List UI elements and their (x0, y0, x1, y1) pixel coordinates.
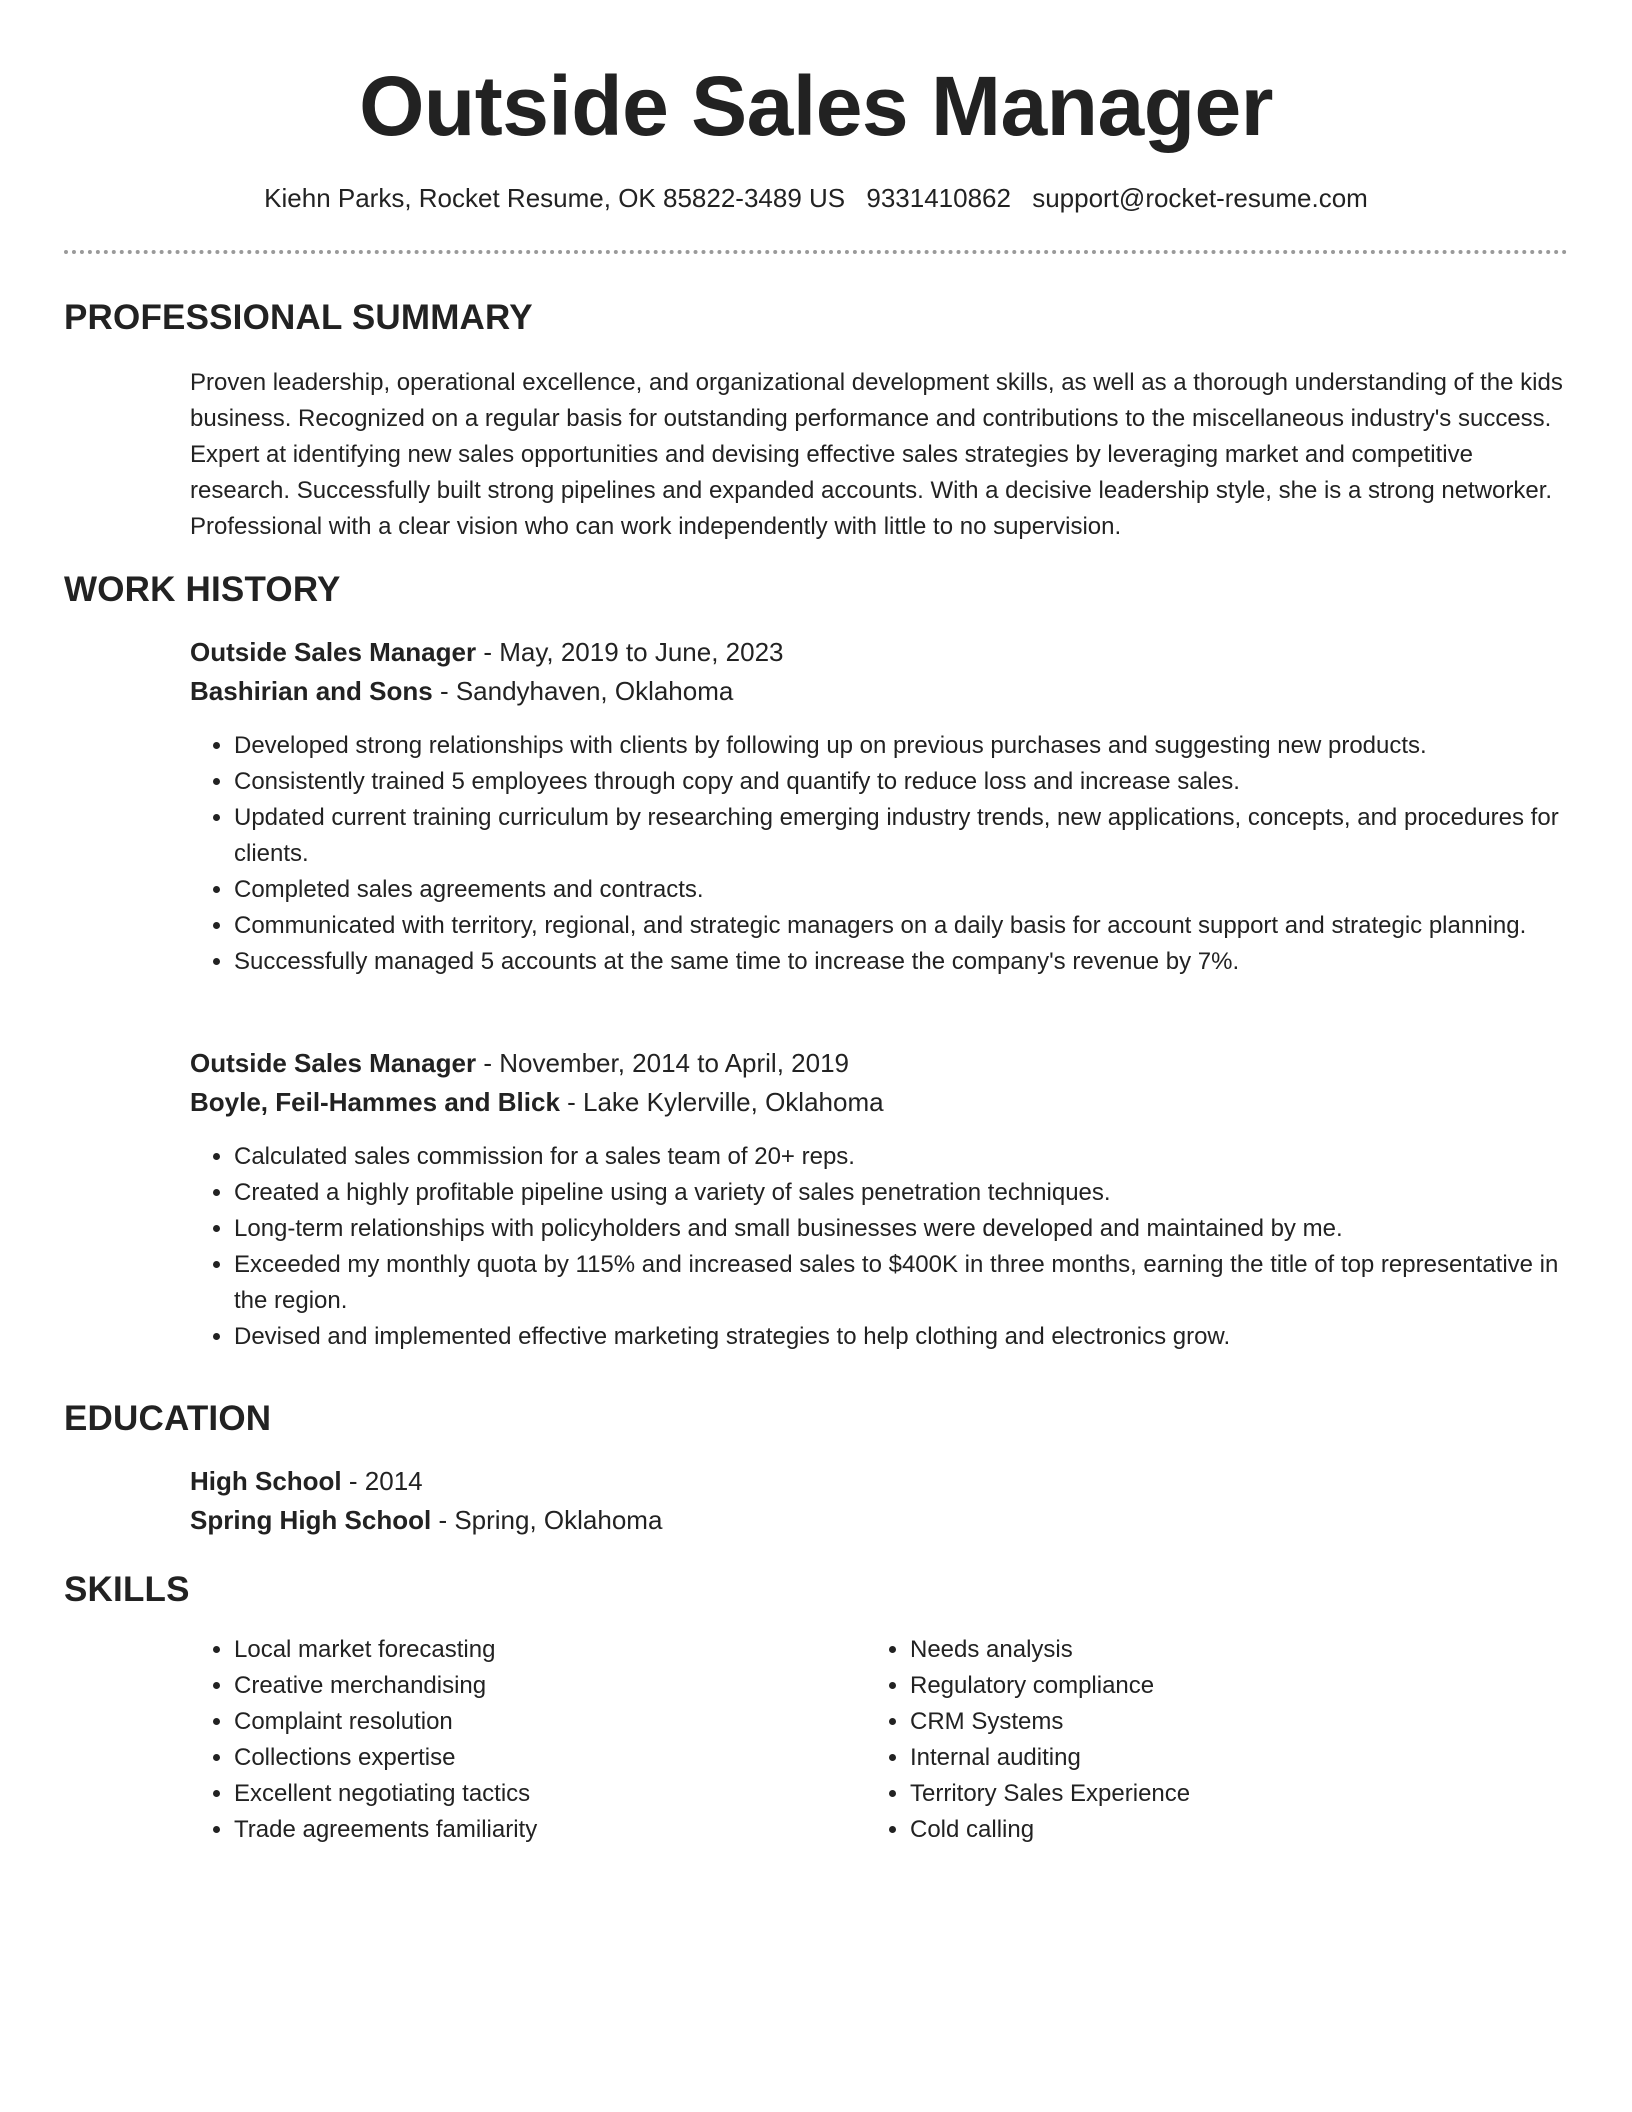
header-divider (64, 250, 1568, 254)
job-2-company-line (190, 1084, 1570, 1120)
education-school: Spring High School (190, 1505, 432, 1535)
list-item: • Communicated with territory, regional, and strategic managers on a daily basis for account support and strategic planning. (234, 908, 1564, 944)
job-1-location: - Sandyhaven, Oklahoma (432, 676, 734, 706)
job-1-company-line (190, 673, 1570, 709)
list-item: • Needs analysis (910, 1632, 1510, 1668)
list-item: • Creative merchandising (234, 1668, 834, 1704)
summary-text: Proven leadership, operational excellence, and organizational development skills, as well as a thorough understanding of the kids business. Recognized on a regular basis for outstanding performance and contributions to the miscellaneous industry's success. Expert at identifying new sales opportunities and devising effective sales strategies by leveraging market and competitive research. Successfully built strong pipelines and expanded accounts. With a decisive leadership style, she is a strong networker. Professional with a clear vision who can work independently with little to no supervision. (190, 369, 1563, 540)
skills-list-left (190, 1632, 834, 1848)
job-2-location: - Lake Kylerville, Oklahoma (559, 1087, 884, 1117)
job-2-title-line (190, 1045, 1570, 1081)
list-item: • Consistently trained 5 employees through copy and quantify to reduce loss and increase sales. (234, 764, 1564, 800)
resume-title: Outside Sales Manager (359, 59, 1273, 153)
job-2-company: Boyle, Feil-Hammes and Blick (190, 1087, 560, 1117)
skills-list-right (866, 1632, 1510, 1848)
contact-email: support@rocket-resume.com (1032, 183, 1368, 213)
list-item: • Created a highly profitable pipeline using a variety of sales penetration techniques. (234, 1175, 1564, 1211)
list-item: • CRM Systems (910, 1704, 1510, 1740)
list-item: • Long-term relationships with policyholders and small businesses were developed and maintained by me. (234, 1211, 1564, 1247)
contact-phone: 9331410862 (866, 183, 1011, 213)
list-item: • Complaint resolution (234, 1704, 834, 1740)
job-1-bullets (190, 728, 1564, 980)
summary-heading: PROFESSIONAL SUMMARY (64, 298, 533, 337)
list-item: • Internal auditing (910, 1740, 1510, 1776)
contact-address: Kiehn Parks, Rocket Resume, OK 85822-3489 US (264, 183, 846, 213)
education-heading: EDUCATION (64, 1399, 272, 1438)
skills-heading: SKILLS (64, 1570, 190, 1609)
list-item: • Developed strong relationships with clients by following up on previous purchases and suggesting new products. (234, 728, 1564, 764)
list-item: • Cold calling (910, 1812, 1510, 1848)
work-history-heading: WORK HISTORY (64, 570, 341, 609)
education-location: - Spring, Oklahoma (431, 1505, 663, 1535)
list-item: • Exceeded my monthly quota by 115% and increased sales to $400K in three months, earning the title of top representative in the region. (234, 1247, 1564, 1319)
list-item: • Regulatory compliance (910, 1668, 1510, 1704)
contact-line (0, 180, 1632, 216)
job-1-dates: - May, 2019 to June, 2023 (476, 637, 784, 667)
job-2-title: Outside Sales Manager (190, 1048, 477, 1078)
education-year: - 2014 (341, 1466, 423, 1496)
job-2-bullets (190, 1139, 1564, 1355)
list-item: • Successfully managed 5 accounts at the same time to increase the company's revenue by 7%. (234, 944, 1564, 980)
list-item: • Completed sales agreements and contracts. (234, 872, 1564, 908)
list-item: • Updated current training curriculum by researching emerging industry trends, new applications, concepts, and procedures for clients. (234, 800, 1564, 872)
education-degree-line (190, 1463, 1570, 1499)
job-2-dates: - November, 2014 to April, 2019 (476, 1048, 849, 1078)
education-degree: High School (190, 1466, 342, 1496)
list-item: • Local market forecasting (234, 1632, 834, 1668)
list-item: • Trade agreements familiarity (234, 1812, 834, 1848)
list-item: • Calculated sales commission for a sales team of 20+ reps. (234, 1139, 1564, 1175)
education-school-line (190, 1502, 1570, 1538)
list-item: • Excellent negotiating tactics (234, 1776, 834, 1812)
job-1-company: Bashirian and Sons (190, 676, 433, 706)
list-item: • Collections expertise (234, 1740, 834, 1776)
job-1-title: Outside Sales Manager (190, 637, 477, 667)
job-1-title-line (190, 634, 1570, 670)
list-item: • Territory Sales Experience (910, 1776, 1510, 1812)
list-item: • Devised and implemented effective marketing strategies to help clothing and electronics grow. (234, 1319, 1564, 1355)
